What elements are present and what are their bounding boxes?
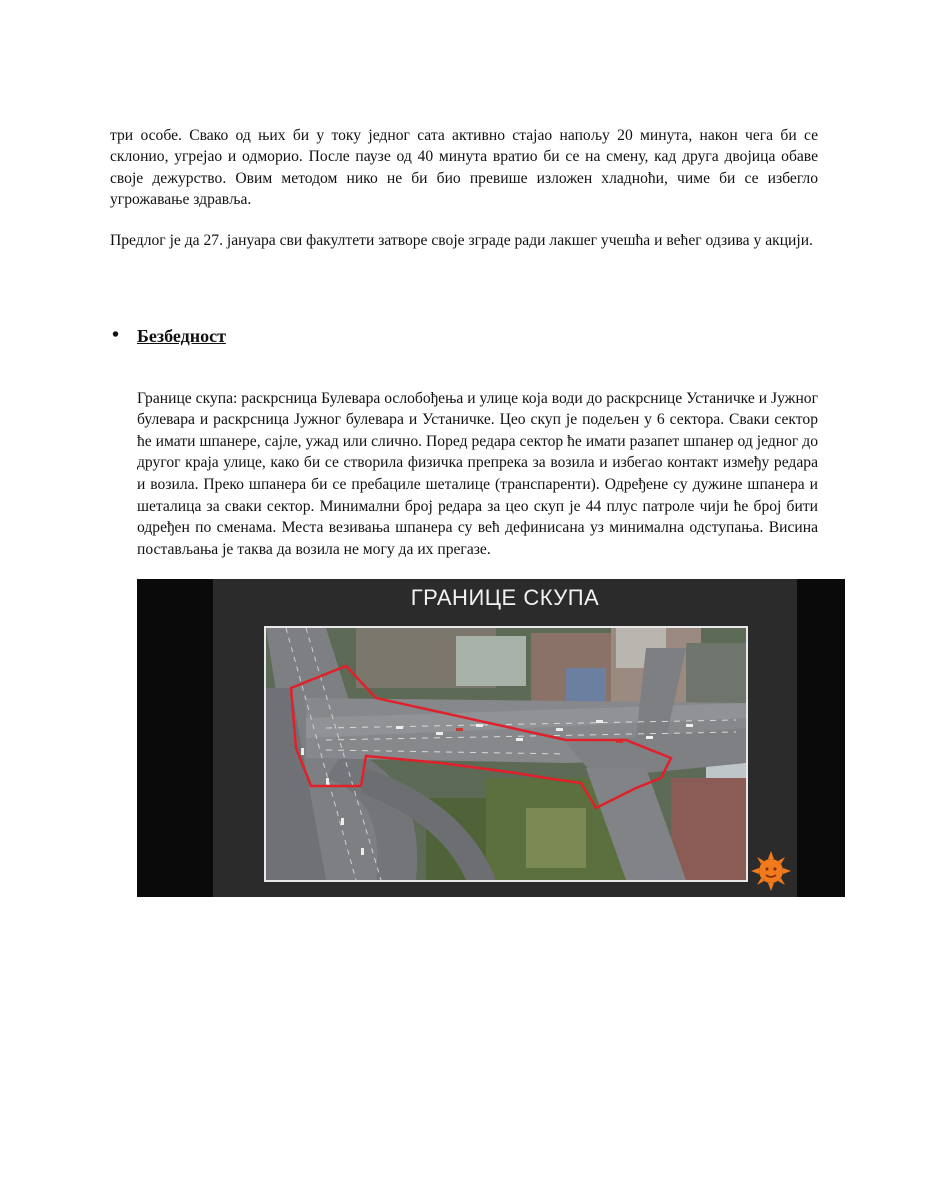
- sun-logo-icon: [749, 849, 793, 897]
- aerial-map-svg: [266, 628, 746, 880]
- boundaries-slide-image: [137, 579, 845, 897]
- bullet-icon: •: [112, 324, 120, 346]
- slide-title: ГРАНИЦЕ СКУПА: [410, 585, 600, 610]
- paragraph-security-details: Границе скупа: раскрсница Булевара ослобођења и улице која води до раскрснице Устаничке и Јужног булевара и раскрсница Јужног булевара и Устаничке. Цео скуп је подељен у 6 сектора. Сваки сектор ће имати шпанере, сајле, ужад или слично. Поред редара сектор ће имати разапет шпанер од једног до другог краја улице, како би се створила физичка препрека за возила и избегао контакт између редара и возила. Преко шпанера би се пребациле шеталице (транспаренти). Одређене су дужине шпанера и шеталица за сваки сектор. Минимални број редара за цео скуп је 44 плус патроле чији ће број бити одређен по сменама. Места везивања шпанера су већ дефинисана уз минимална одступања. Висина постављања је таква да возила не могу да их прегазе.: [137, 389, 818, 558]
- paragraph-shift-schedule: три особе. Свако од њих би у току једног сата активно стајао напољу 20 минута, након чега би се склонио, угрејао и одморио. После паузе од 40 минута вратио би се на смену, кад друга двојица обаве своје дежурство. Овим методом нико не би био превише изложен хладноћи, чиме би се избегло угрожавање здравља.: [110, 126, 818, 209]
- paragraph-faculty-proposal: Предлог је да 27. јануара сви факултети затворе своје зграде ради лакшег учешћа и већег одзива у акцији.: [110, 231, 813, 249]
- aerial-map-photo: [264, 626, 748, 882]
- section-title: Безбедност: [137, 326, 226, 346]
